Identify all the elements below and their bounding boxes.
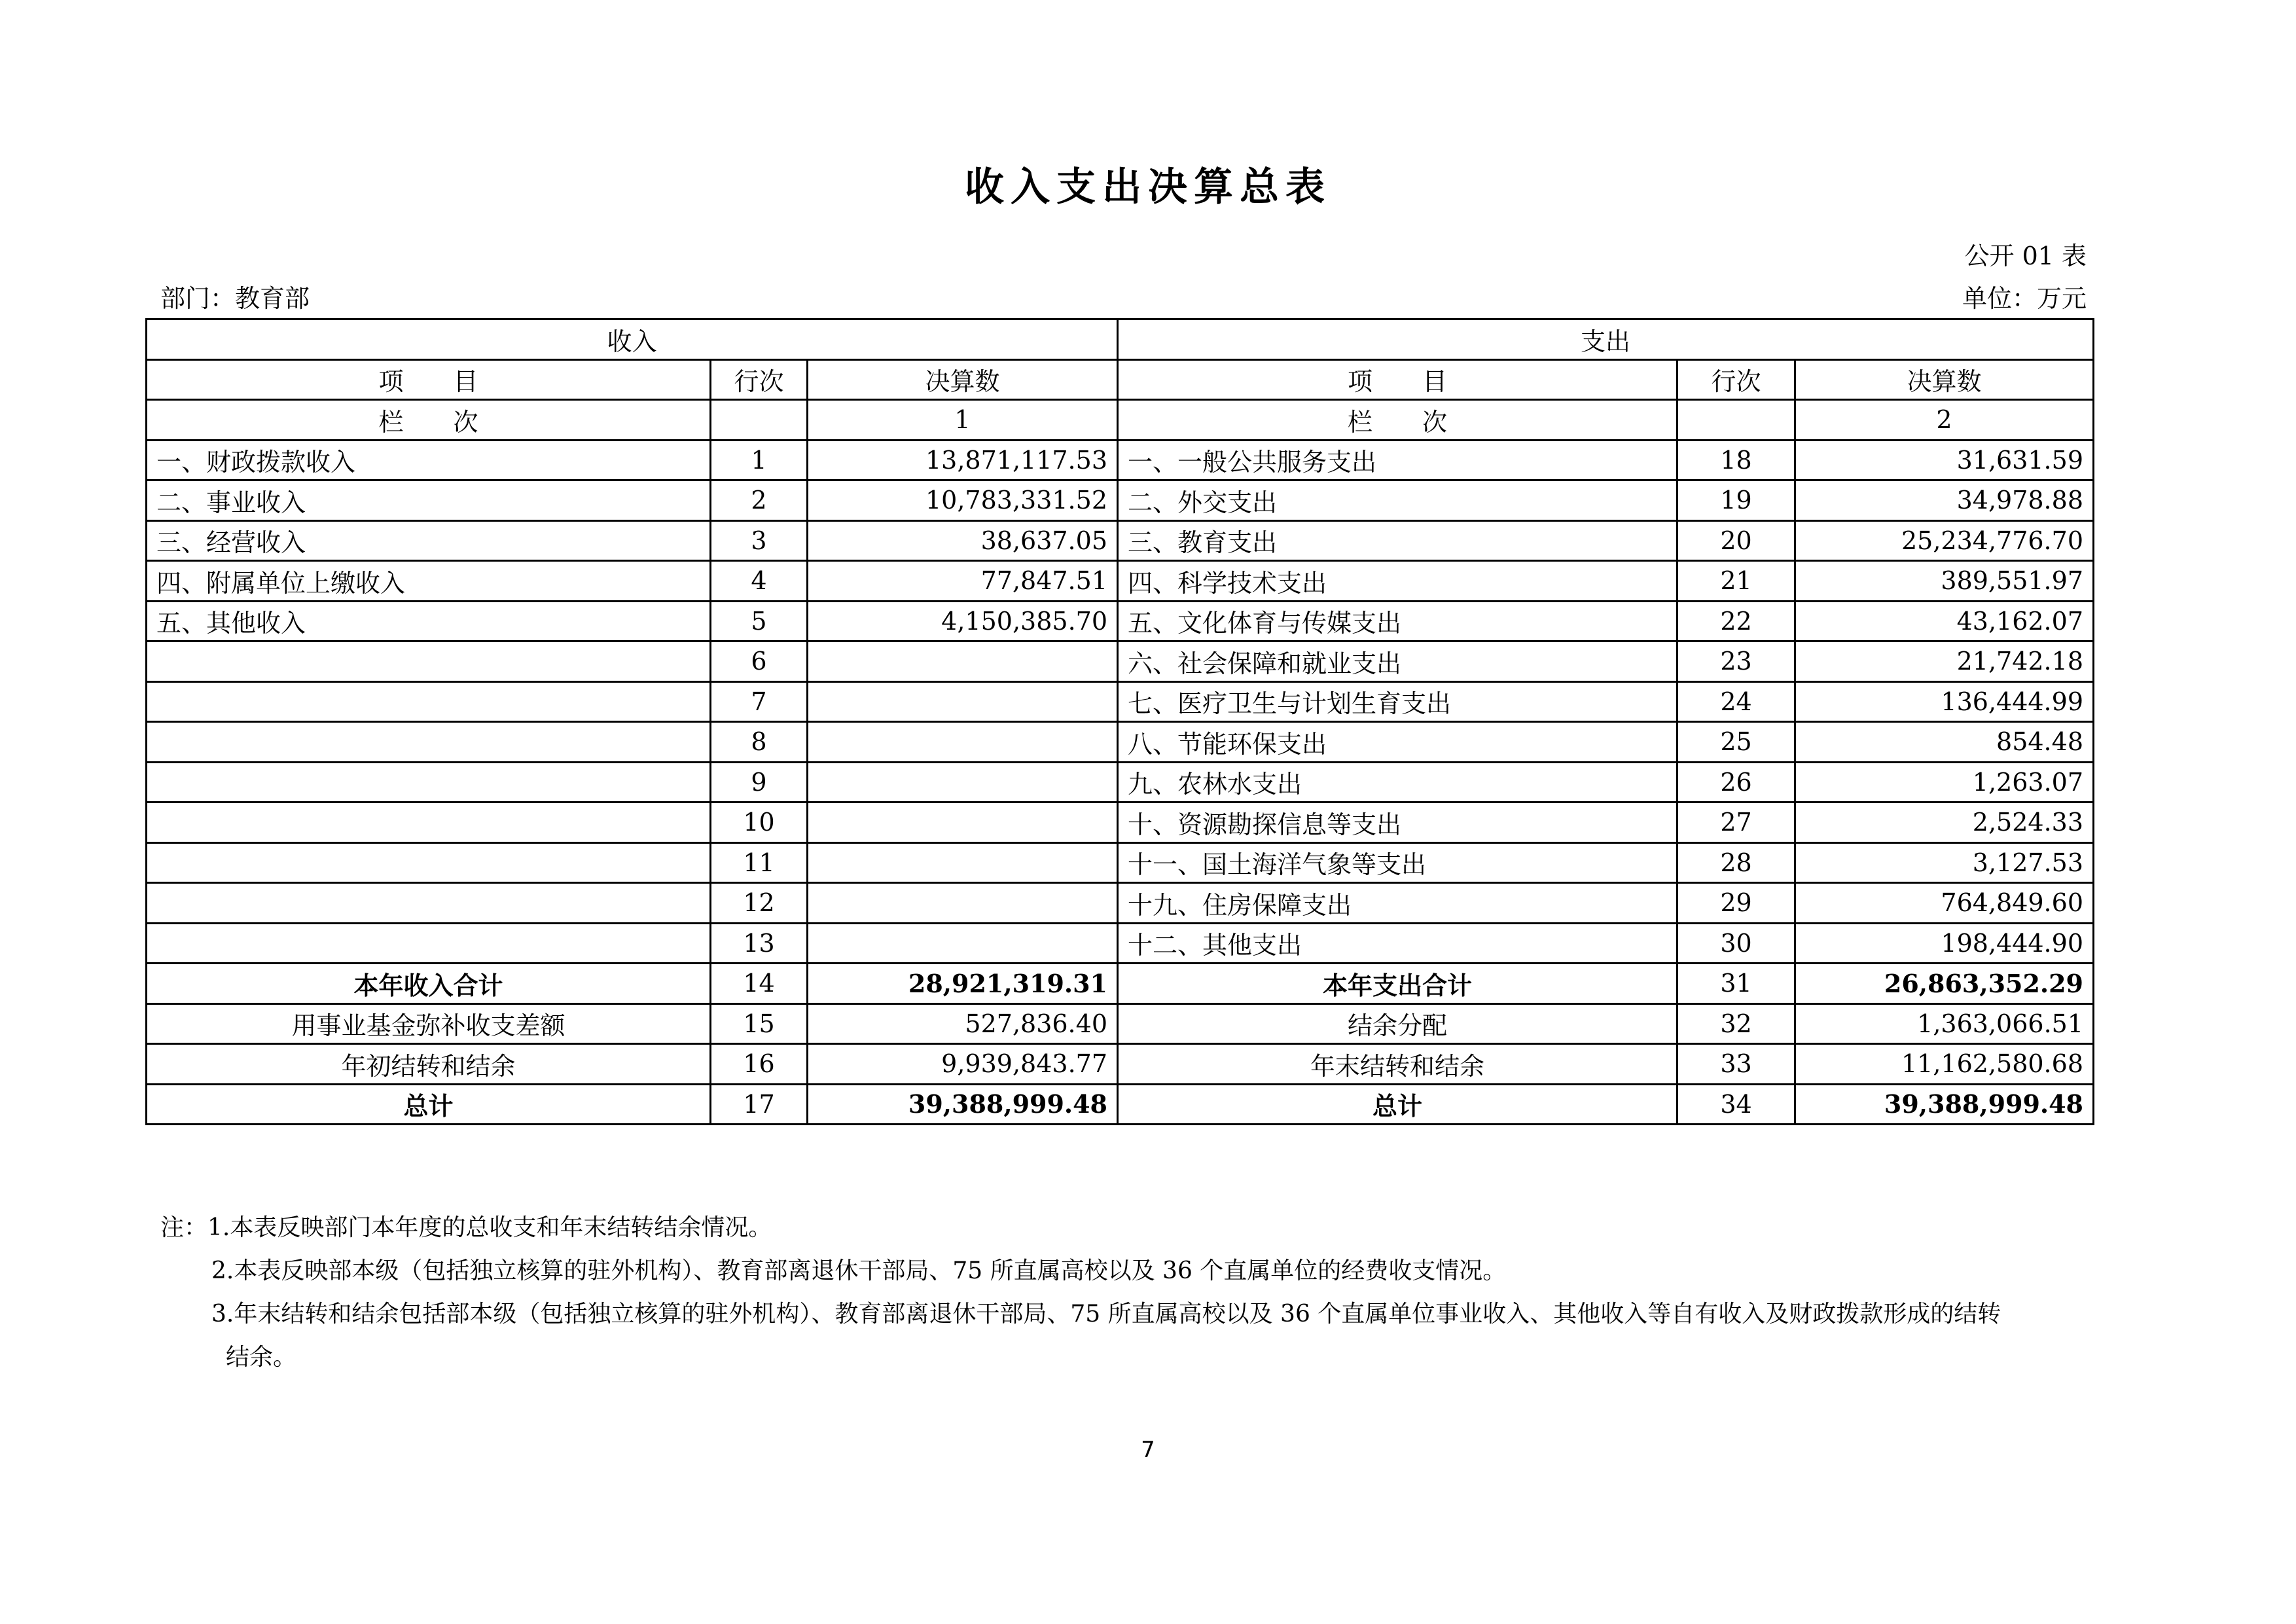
summary-row [147,1044,2094,1085]
income-amount [808,722,1118,763]
section-header-row [147,319,2094,360]
table-row [147,440,2094,480]
expense-amount-header: 决算数 [1795,359,2094,400]
income-amount: 4,150,385.70 [808,601,1118,641]
table-row [147,480,2094,521]
note-2: 2.本表反映部本级（包括独立核算的驻外机构）、教育部离退休干部局、75 所直属高校以及 36 个直属单位的经费收支情况。 [211,1257,1507,1284]
income-summary-amount: 9,939,843.77 [808,1044,1118,1085]
income-item: 五、其他收入 [147,601,711,641]
note-3-continued: 结余。 [226,1344,297,1371]
expense-row-no: 26 [1677,762,1795,803]
expense-row-no: 28 [1677,842,1795,883]
expense-summary-amount: 11,162,580.68 [1795,1044,2094,1085]
expense-summary-amount: 26,863,352.29 [1795,964,2094,1004]
income-amount [808,923,1118,964]
income-item [147,842,711,883]
income-amount: 38,637.05 [808,520,1118,561]
expense-summary-amount: 1,363,066.51 [1795,1003,2094,1044]
expense-row-no: 25 [1677,722,1795,763]
expense-item: 六、社会保障和就业支出 [1118,641,1677,682]
expense-item: 十、资源勘探信息等支出 [1118,803,1677,843]
income-summary-row-no: 14 [711,964,808,1004]
income-row-no: 12 [711,883,808,924]
expense-amount: 34,978.88 [1795,480,2094,521]
income-amount [808,681,1118,722]
income-row-no: 13 [711,923,808,964]
income-row-no-header: 行次 [711,359,808,400]
expense-header: 支出 [1118,319,2094,360]
income-amount: 13,871,117.53 [808,440,1118,480]
income-row-no: 11 [711,842,808,883]
income-amount [808,803,1118,843]
income-item-header: 项 目 [147,359,711,400]
expense-amount: 3,127.53 [1795,842,2094,883]
column-header-row [147,359,2094,400]
income-amount [808,883,1118,924]
expense-summary-row-no: 34 [1677,1084,1795,1125]
summary-rows [147,964,2094,1125]
expense-item: 三、教育支出 [1118,520,1677,561]
expense-column-label: 栏 次 [1118,400,1677,441]
note-3: 3.年末结转和结余包括部本级（包括独立核算的驻外机构）、教育部离退休干部局、75 所直属高校以及 36 个直属单位事业收入、其他收入等自有收入及财政拨款形成的结转 [211,1301,2001,1327]
expense-amount: 198,444.90 [1795,923,2094,964]
expense-row-no: 18 [1677,440,1795,480]
page-title: 收入支出决算总表 [965,164,1331,210]
income-row-no: 1 [711,440,808,480]
income-summary-amount: 527,836.40 [808,1003,1118,1044]
summary-row [147,1084,2094,1125]
summary-row [147,964,2094,1004]
expense-item-header: 项 目 [1118,359,1677,400]
income-column-label: 栏 次 [147,400,711,441]
expense-item: 八、节能环保支出 [1118,722,1677,763]
expense-item: 七、医疗卫生与计划生育支出 [1118,681,1677,722]
expense-amount: 854.48 [1795,722,2094,763]
income-amount-header: 决算数 [808,359,1118,400]
income-item: 二、事业收入 [147,480,711,521]
table-row [147,842,2094,883]
income-summary-item: 用事业基金弥补收支差额 [147,1003,711,1044]
expense-row-no: 19 [1677,480,1795,521]
expense-amount: 21,742.18 [1795,641,2094,682]
income-summary-row-no: 16 [711,1044,808,1085]
income-item: 一、财政拨款收入 [147,440,711,480]
expense-summary-item: 总计 [1118,1084,1677,1125]
expense-amount: 1,263.07 [1795,762,2094,803]
expense-row-no: 20 [1677,520,1795,561]
expense-summary-item: 结余分配 [1118,1003,1677,1044]
expense-summary-row-no: 32 [1677,1003,1795,1044]
expense-amount: 136,444.99 [1795,681,2094,722]
expense-item: 十二、其他支出 [1118,923,1677,964]
detail-rows [147,440,2094,964]
expense-amount: 43,162.07 [1795,601,2094,641]
table-row [147,722,2094,763]
unit-label: 单位：万元 [1962,284,2087,313]
income-column-blank [711,400,808,441]
income-row-no: 10 [711,803,808,843]
table-row [147,561,2094,602]
expense-item: 九、农林水支出 [1118,762,1677,803]
expense-row-no: 29 [1677,883,1795,924]
income-row-no: 5 [711,601,808,641]
income-summary-item: 本年收入合计 [147,964,711,1004]
income-row-no: 9 [711,762,808,803]
income-amount: 10,783,331.52 [808,480,1118,521]
income-item [147,803,711,843]
summary-row [147,1003,2094,1044]
income-row-no: 4 [711,561,808,602]
expense-amount: 764,849.60 [1795,883,2094,924]
expense-item: 十九、住房保障支出 [1118,883,1677,924]
note-1: 注：1.本表反映部门本年度的总收支和年末结转结余情况。 [160,1214,772,1241]
expense-row-no: 23 [1677,641,1795,682]
expense-summary-item: 年末结转和结余 [1118,1044,1677,1085]
form-number: 公开 01 表 [1964,242,2087,270]
expense-item: 二、外交支出 [1118,480,1677,521]
expense-column-number: 2 [1795,400,2094,441]
department-label: 部门：教育部 [160,284,310,313]
income-item [147,923,711,964]
income-amount [808,842,1118,883]
income-summary-amount: 39,388,999.48 [808,1084,1118,1125]
income-summary-row-no: 17 [711,1084,808,1125]
expense-summary-amount: 39,388,999.48 [1795,1084,2094,1125]
expense-row-no: 30 [1677,923,1795,964]
expense-row-no: 22 [1677,601,1795,641]
expense-summary-row-no: 31 [1677,964,1795,1004]
expense-column-blank [1677,400,1795,441]
income-summary-amount: 28,921,319.31 [808,964,1118,1004]
expense-item: 四、科学技术支出 [1118,561,1677,602]
income-row-no: 8 [711,722,808,763]
expense-amount: 25,234,776.70 [1795,520,2094,561]
expense-row-no: 27 [1677,803,1795,843]
income-item: 三、经营收入 [147,520,711,561]
income-item [147,641,711,682]
income-amount [808,641,1118,682]
table-row [147,520,2094,561]
table-row [147,641,2094,682]
income-item [147,722,711,763]
footnotes [160,1206,2124,1379]
column-index-row [147,400,2094,441]
expense-amount: 31,631.59 [1795,440,2094,480]
expense-amount: 389,551.97 [1795,561,2094,602]
income-row-no: 3 [711,520,808,561]
table-row [147,681,2094,722]
page-number: 7 [1141,1437,1155,1463]
table-row [147,883,2094,924]
income-summary-row-no: 15 [711,1003,808,1044]
expense-item: 五、文化体育与传媒支出 [1118,601,1677,641]
income-row-no: 6 [711,641,808,682]
expense-row-no-header: 行次 [1677,359,1795,400]
income-row-no: 7 [711,681,808,722]
income-header: 收入 [147,319,1118,360]
income-item [147,883,711,924]
income-summary-item: 总计 [147,1084,711,1125]
expense-item: 十一、国土海洋气象等支出 [1118,842,1677,883]
expense-row-no: 21 [1677,561,1795,602]
income-summary-item: 年初结转和结余 [147,1044,711,1085]
expense-row-no: 24 [1677,681,1795,722]
expense-summary-item: 本年支出合计 [1118,964,1677,1004]
income-item [147,762,711,803]
expense-item: 一、一般公共服务支出 [1118,440,1677,480]
income-amount: 77,847.51 [808,561,1118,602]
expense-amount: 2,524.33 [1795,803,2094,843]
budget-summary-table [145,318,2094,1125]
expense-summary-row-no: 33 [1677,1044,1795,1085]
income-item [147,681,711,722]
income-row-no: 2 [711,480,808,521]
table-row [147,923,2094,964]
income-amount [808,762,1118,803]
table-row [147,601,2094,641]
table-row [147,762,2094,803]
income-column-number: 1 [808,400,1118,441]
income-item: 四、附属单位上缴收入 [147,561,711,602]
table-row [147,803,2094,843]
